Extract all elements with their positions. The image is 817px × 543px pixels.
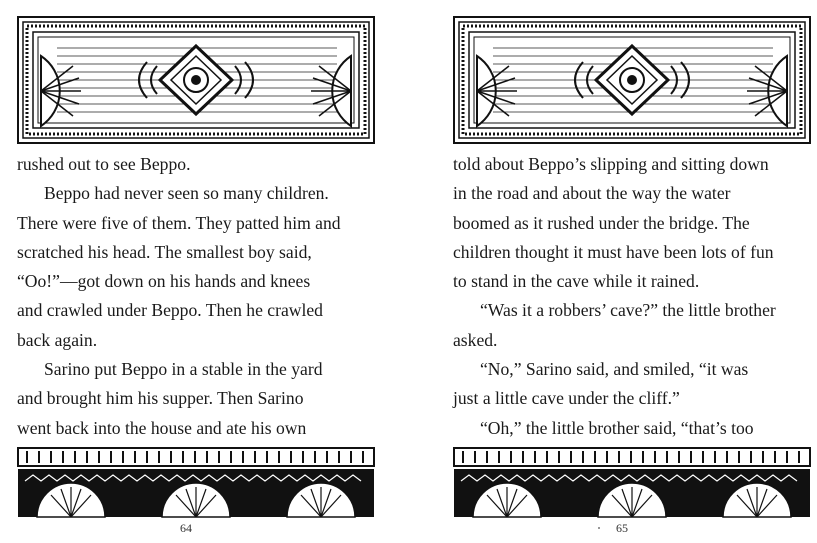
text-line: back again. [17, 329, 98, 350]
text-line: to stand in the cave while it rained. [453, 271, 700, 292]
text-line: “No,” Sarino said, and smiled, “it was [480, 359, 749, 380]
left-page [17, 0, 375, 543]
text-line: scratched his head. The smallest boy said, [17, 241, 312, 262]
top-ornament-panel [453, 16, 811, 144]
text-line: and crawled under Beppo. Then he crawled [17, 300, 323, 321]
bottom-ornament-band [453, 447, 811, 519]
text-line: “Was it a robbers’ cave?” the little brother [480, 300, 776, 321]
page-number: 64 [180, 521, 192, 535]
top-ornament-panel [17, 16, 375, 144]
text-line: told about Beppo’s slipping and sitting down [453, 154, 769, 174]
text-line: went back into the house and ate his own [17, 417, 307, 438]
text-line: “Oh,” the little brother said, “that’s too [480, 417, 754, 438]
text-line: and brought him his supper. Then Sarino [17, 388, 304, 409]
text-line: boomed as it rushed under the bridge. The [453, 212, 750, 233]
page-number: 65 [616, 521, 628, 535]
text-line: “Oo!”—got down on his hands and knees [17, 271, 311, 292]
paper-speck [598, 527, 600, 529]
text-line: Beppo had never seen so many children. [44, 183, 329, 204]
right-page-text [453, 150, 811, 472]
text-line: children thought it must have been lots of fun [453, 241, 774, 262]
text-line: rushed out to see Beppo. [17, 154, 191, 174]
left-page-text [17, 150, 375, 472]
text-line: asked. [453, 329, 498, 350]
text-line: There were five of them. They patted him and [17, 212, 341, 233]
bottom-ornament-band [17, 447, 375, 519]
text-line: Sarino put Beppo in a stable in the yard [44, 359, 323, 380]
text-line: in the road and about the way the water [453, 183, 731, 204]
right-page [453, 0, 811, 543]
text-line: just a little cave under the cliff.” [453, 388, 680, 409]
